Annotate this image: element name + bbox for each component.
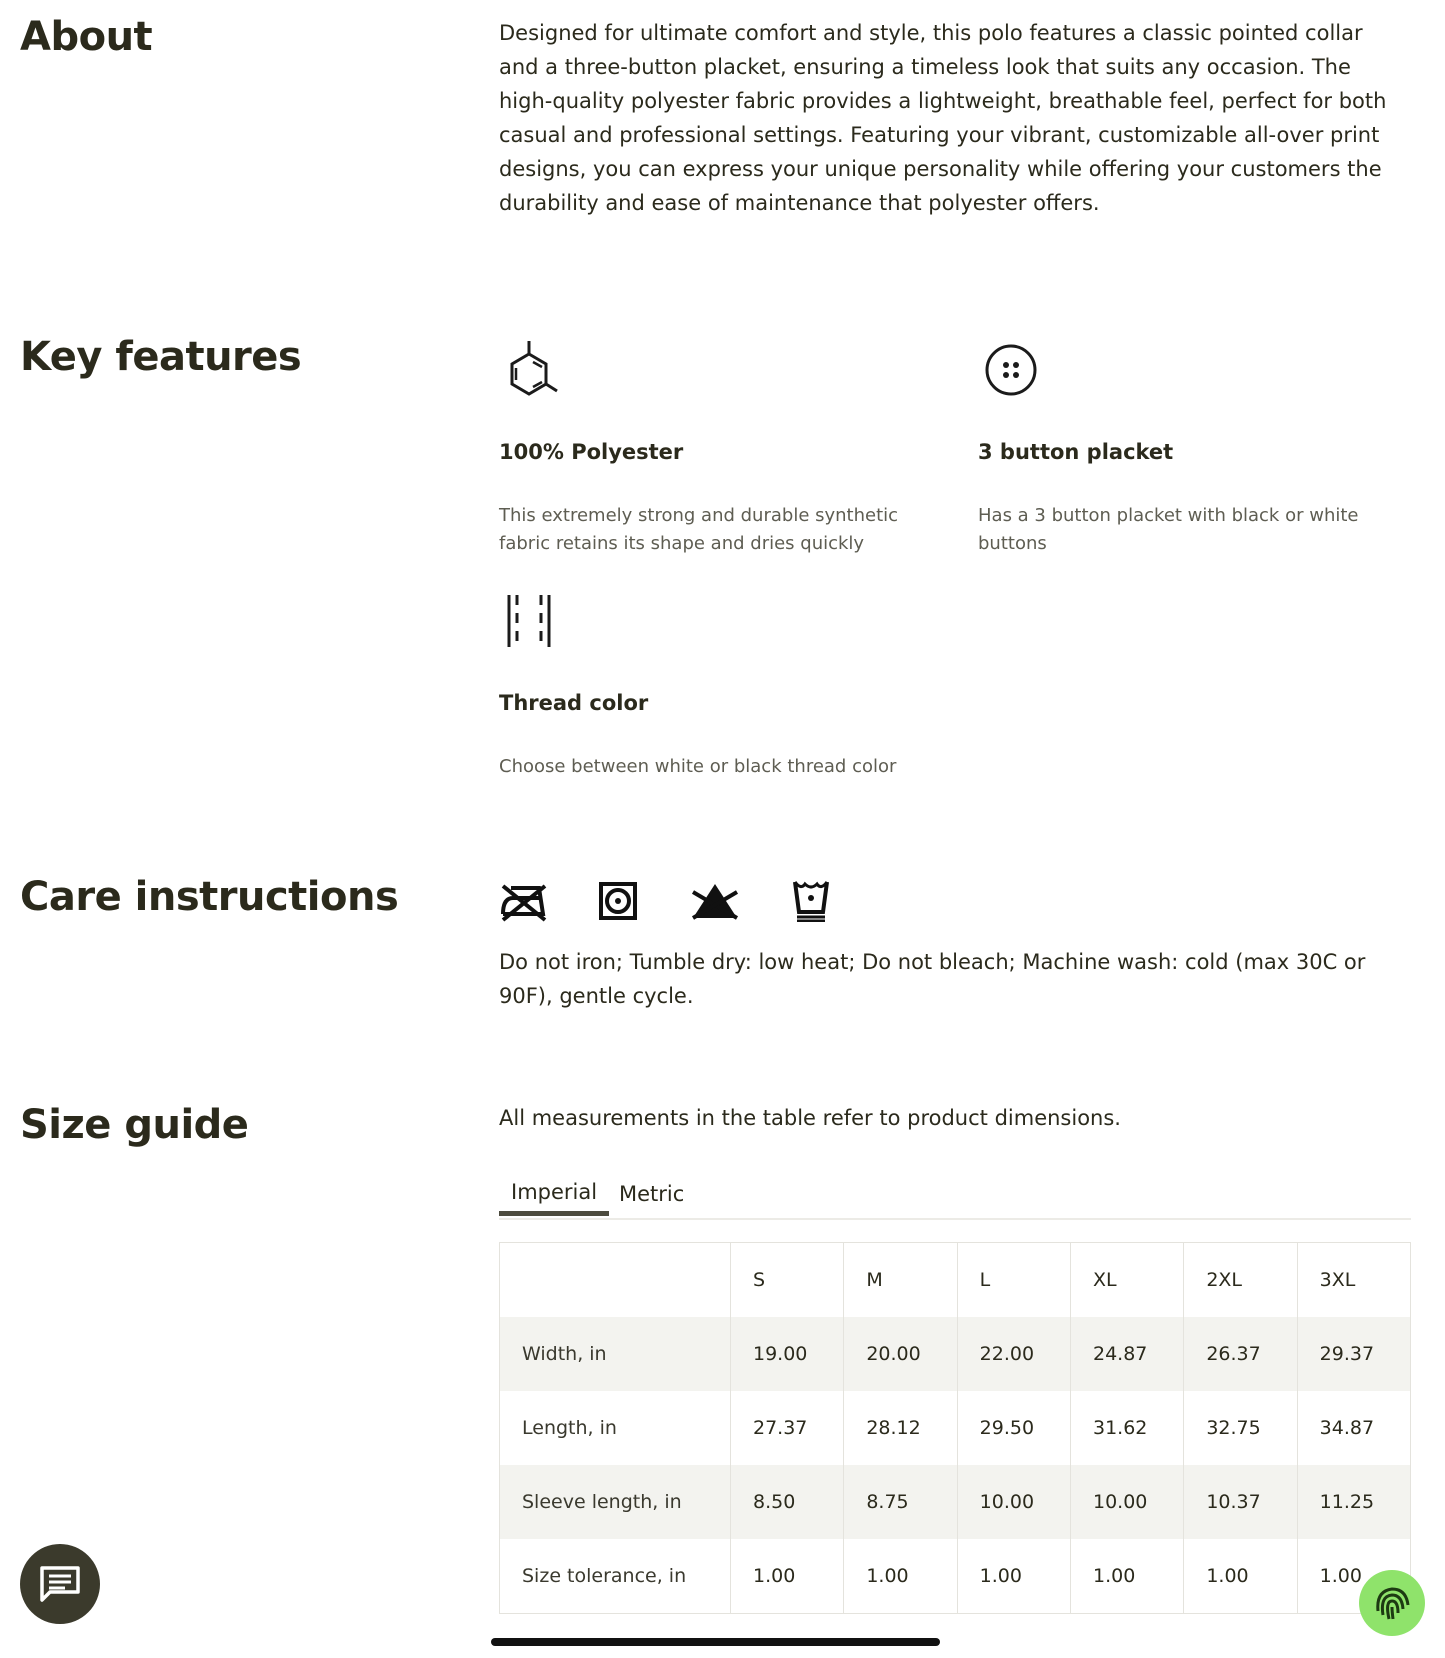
table-cell: 11.25 bbox=[1297, 1465, 1410, 1539]
table-cell: 24.87 bbox=[1070, 1317, 1183, 1391]
table-header: XL bbox=[1070, 1243, 1183, 1318]
size-table bbox=[499, 1242, 1411, 1614]
feature-description: Choose between white or black thread color bbox=[499, 756, 897, 777]
table-cell: 19.00 bbox=[731, 1317, 844, 1391]
table-header: M bbox=[844, 1243, 957, 1318]
feature-button-placket bbox=[978, 340, 1418, 554]
care-instructions-title: Care instructions bbox=[20, 874, 399, 920]
table-cell: 10.00 bbox=[957, 1465, 1070, 1539]
feature-title: 100% Polyester bbox=[499, 440, 684, 464]
table-cell: 27.37 bbox=[731, 1391, 844, 1465]
machine-wash-cold-icon bbox=[787, 878, 883, 922]
table-row bbox=[500, 1391, 1411, 1465]
tab-imperial[interactable]: Imperial bbox=[499, 1172, 609, 1216]
table-row bbox=[500, 1317, 1411, 1391]
fingerprint-icon bbox=[1370, 1581, 1414, 1625]
thread-icon bbox=[499, 591, 561, 651]
row-label: Length, in bbox=[500, 1391, 731, 1465]
row-label: Size tolerance, in bbox=[500, 1539, 731, 1614]
table-cell: 20.00 bbox=[844, 1317, 957, 1391]
care-instructions-text: Do not iron; Tumble dry: low heat; Do not bleach; Machine wash: cold (max 30C or 90F), gentle cycle. bbox=[499, 950, 1366, 1008]
row-label: Sleeve length, in bbox=[500, 1465, 731, 1539]
table-header: 3XL bbox=[1297, 1243, 1410, 1318]
table-cell: 34.87 bbox=[1297, 1391, 1410, 1465]
table-cell: 22.00 bbox=[957, 1317, 1070, 1391]
table-cell: 10.00 bbox=[1070, 1465, 1183, 1539]
size-guide-title: Size guide bbox=[20, 1102, 249, 1148]
table-cell: 1.00 bbox=[844, 1539, 957, 1614]
feature-description: Has a 3 button placket with black or white buttons bbox=[978, 505, 1359, 554]
table-header bbox=[500, 1243, 731, 1318]
row-label: Width, in bbox=[500, 1317, 731, 1391]
unit-tabs bbox=[499, 1172, 1411, 1220]
chat-icon bbox=[38, 1564, 82, 1604]
table-cell: 8.50 bbox=[731, 1465, 844, 1539]
button-icon bbox=[978, 340, 1038, 400]
tab-metric[interactable]: Metric bbox=[607, 1172, 696, 1216]
table-row bbox=[500, 1539, 1411, 1614]
care-icons bbox=[499, 878, 883, 922]
molecule-icon bbox=[499, 340, 561, 400]
table-cell: 1.00 bbox=[1184, 1539, 1297, 1614]
about-description: Designed for ultimate comfort and style, this polo features a classic pointed collar and a three-button placket, ensuring a timeless look that suits any occasion. The high-quality polyester fabric provides a lightweight, breathable feel, perfect for both casual and professional settings. Featuring your vibrant, customizable all-over print designs, you can express your unique personality while offering your customers the durability and ease of maintenance that polyester offers. bbox=[499, 21, 1387, 215]
fingerprint-button[interactable] bbox=[1359, 1570, 1425, 1636]
table-cell: 31.62 bbox=[1070, 1391, 1183, 1465]
table-cell: 1.00 bbox=[1297, 1539, 1410, 1614]
home-indicator bbox=[491, 1638, 940, 1646]
table-header: S bbox=[731, 1243, 844, 1318]
about-title: About bbox=[20, 14, 153, 60]
table-cell: 26.37 bbox=[1184, 1317, 1297, 1391]
table-cell: 10.37 bbox=[1184, 1465, 1297, 1539]
table-row bbox=[500, 1465, 1411, 1539]
table-header-row bbox=[500, 1243, 1411, 1318]
feature-thread-color bbox=[499, 591, 939, 777]
feature-polyester bbox=[499, 340, 939, 554]
feature-title: Thread color bbox=[499, 691, 649, 715]
table-cell: 29.50 bbox=[957, 1391, 1070, 1465]
table-cell: 1.00 bbox=[957, 1539, 1070, 1614]
tumble-dry-low-icon bbox=[595, 878, 691, 922]
table-cell: 1.00 bbox=[1070, 1539, 1183, 1614]
table-cell: 32.75 bbox=[1184, 1391, 1297, 1465]
do-not-iron-icon bbox=[499, 878, 595, 922]
table-header: 2XL bbox=[1184, 1243, 1297, 1318]
feature-title: 3 button placket bbox=[978, 440, 1174, 464]
feature-description: This extremely strong and durable synthetic fabric retains its shape and dries quickly bbox=[499, 505, 899, 554]
table-cell: 1.00 bbox=[731, 1539, 844, 1614]
key-features-title: Key features bbox=[20, 334, 302, 380]
size-guide-note: All measurements in the table refer to product dimensions. bbox=[499, 1106, 1121, 1130]
table-header: L bbox=[957, 1243, 1070, 1318]
table-cell: 8.75 bbox=[844, 1465, 957, 1539]
table-cell: 28.12 bbox=[844, 1391, 957, 1465]
chat-button[interactable] bbox=[20, 1544, 100, 1624]
table-cell: 29.37 bbox=[1297, 1317, 1410, 1391]
do-not-bleach-icon bbox=[691, 878, 787, 922]
